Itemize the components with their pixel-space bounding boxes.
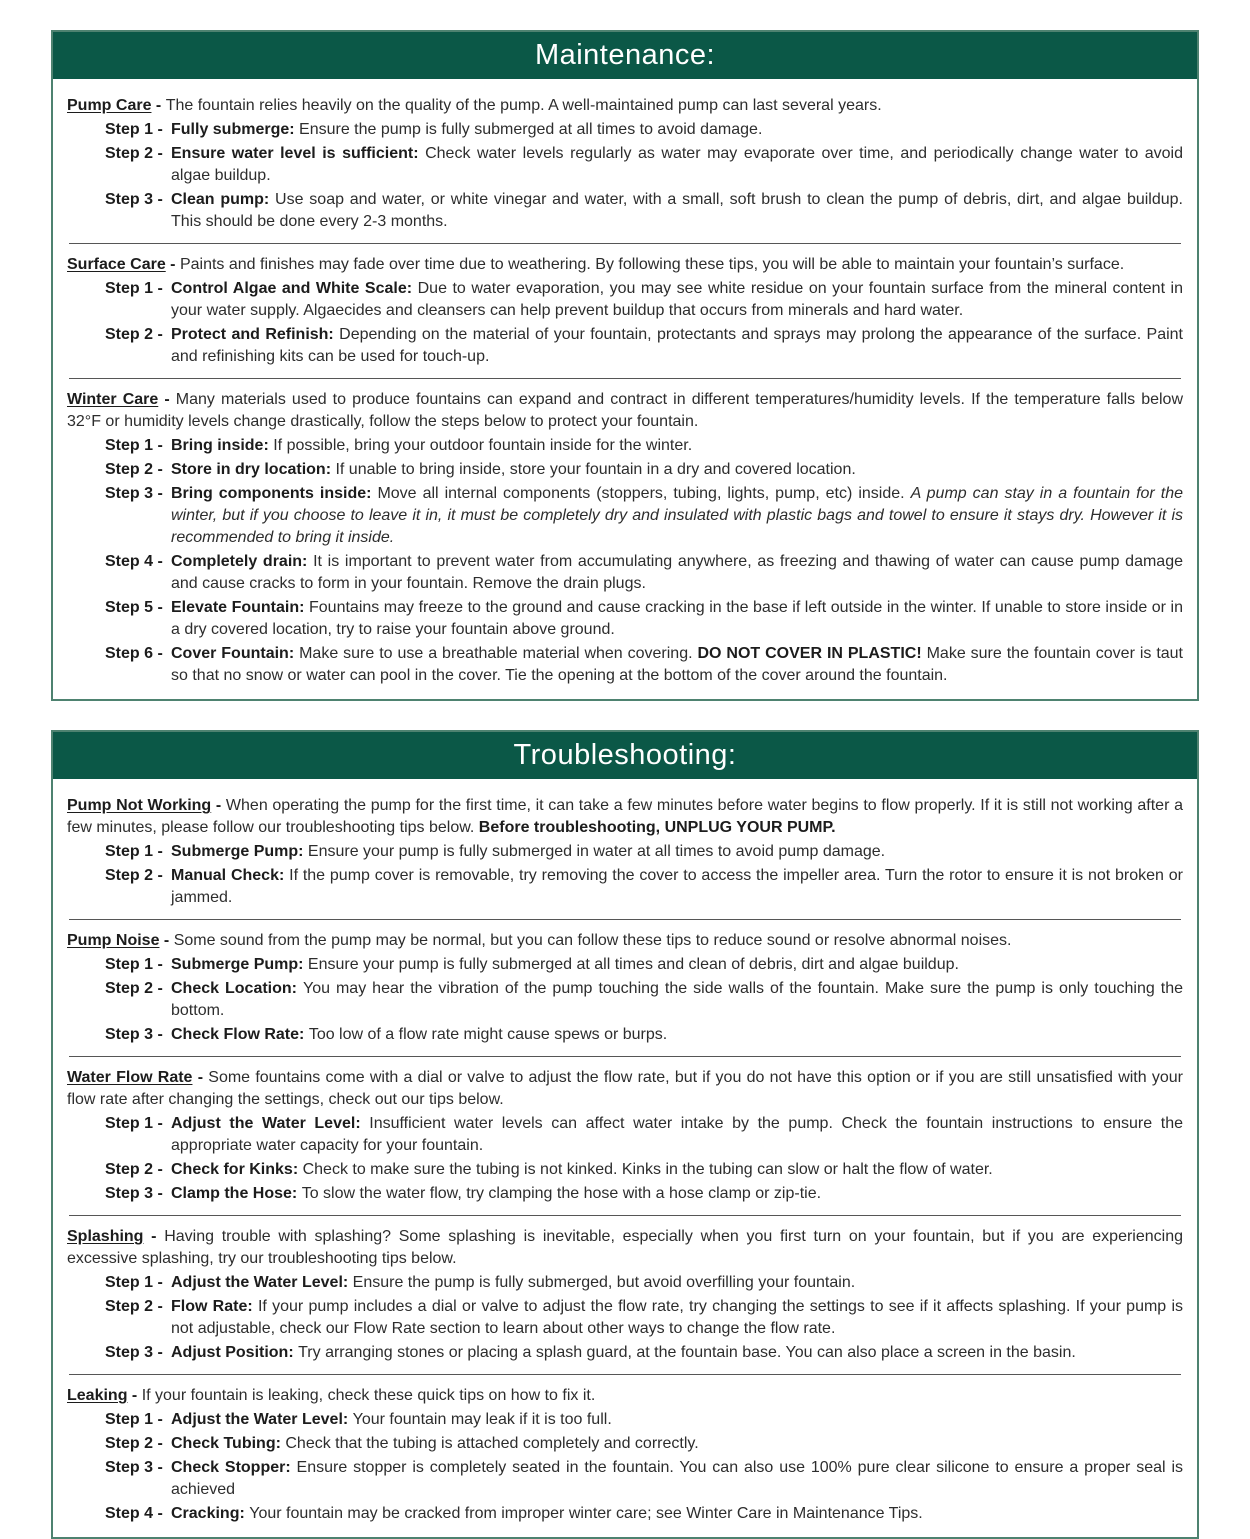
- step-row: [105, 1342, 1183, 1364]
- topic-intro: [67, 254, 1183, 276]
- text-segment: If the pump cover is removable, try removing the cover to access the impeller area. Turn the rotor to ensure it is not broken or jammed.: [171, 867, 1184, 906]
- text-segment: Make sure to use a breathable material when covering.: [299, 645, 698, 662]
- section-body: [53, 79, 1197, 699]
- topic: [67, 389, 1183, 687]
- topic: [67, 1385, 1183, 1525]
- step-label: Step 4 -: [105, 1505, 163, 1522]
- step-title: Check Flow Rate:: [171, 1026, 309, 1043]
- step-label: Step 1 -: [105, 843, 163, 860]
- step-body: [171, 278, 1183, 322]
- topic-divider: [69, 378, 1181, 379]
- text-segment: Try arranging stones or placing a splash guard, at the fountain base. You can also place a screen in the basin.: [298, 1344, 1076, 1361]
- text-segment: It is important to prevent water from accumulating anywhere, as freezing and thawing of water can cause pump damage and cause cracks to form in your fountain. Remove the drain plugs.: [171, 553, 1184, 592]
- text-segment: DO NOT COVER IN PLASTIC!: [697, 645, 922, 662]
- step-text: [308, 843, 885, 860]
- step-text: [285, 1435, 698, 1452]
- step-body: [171, 978, 1183, 1022]
- step-label: Step 6 -: [105, 645, 163, 662]
- step-row: [105, 483, 1183, 549]
- topic-steps: [67, 954, 1183, 1046]
- step-title: Clamp the Hose:: [171, 1185, 302, 1202]
- text-segment: Ensure your pump is fully submerged in water at all times to avoid pump damage.: [307, 843, 886, 860]
- step-label: Step 2 -: [105, 980, 163, 997]
- topic-heading: Winter Care: [67, 391, 159, 408]
- topic-steps: [67, 119, 1183, 233]
- step-title: Fully submerge:: [171, 121, 300, 138]
- step-body: [171, 459, 1183, 481]
- text-segment: Some sound from the pump may be normal, but you can follow these tips to reduce sound or resolve abnormal noises.: [173, 932, 1012, 949]
- step-body: [171, 865, 1183, 909]
- topic-divider: [69, 1056, 1181, 1057]
- step-body: [171, 1409, 1183, 1431]
- step-body: [171, 551, 1183, 595]
- step-body: [171, 954, 1183, 976]
- step-title: Elevate Fountain:: [171, 599, 309, 616]
- step-title: Adjust the Water Level:: [171, 1411, 353, 1428]
- step-row: [105, 459, 1183, 481]
- text-segment: Ensure the pump is fully submerged, but avoid overfilling your fountain.: [352, 1274, 856, 1291]
- text-segment: Ensure the pump is fully submerged at all times to avoid damage.: [299, 121, 763, 138]
- topic-divider: [69, 1374, 1181, 1375]
- step-body: [171, 483, 1183, 549]
- step-label: Step 3 -: [105, 1344, 163, 1361]
- step-body: [171, 189, 1183, 233]
- step-text: [298, 1344, 1076, 1361]
- text-segment: Ensure your pump is fully submerged at all times and clean of debris, dirt and algae buildup.: [307, 956, 959, 973]
- text-segment: Check water levels regularly as water may evaporate over time, and periodically change water to avoid algae buildup.: [171, 145, 1184, 184]
- step-title: Control Algae and White Scale:: [171, 280, 418, 297]
- step-text: [335, 461, 855, 478]
- topic-steps: [67, 435, 1183, 687]
- step-text: [353, 1274, 856, 1291]
- step-body: [171, 143, 1183, 187]
- step-text: [309, 1026, 667, 1043]
- topic-heading: Pump Care: [67, 97, 152, 114]
- step-label: Step 3 -: [105, 1459, 163, 1476]
- step-row: [105, 435, 1183, 457]
- step-title: Submerge Pump:: [171, 843, 308, 860]
- step-row: [105, 143, 1183, 187]
- step-body: [171, 1159, 1183, 1181]
- text-segment: -: [151, 97, 166, 114]
- topic-intro: [67, 930, 1183, 952]
- step-body: [171, 1296, 1183, 1340]
- step-text: [353, 1411, 612, 1428]
- text-segment: -: [192, 1069, 209, 1086]
- step-title: Adjust the Water Level:: [171, 1115, 370, 1132]
- topic-intro-text: [67, 797, 1183, 836]
- topic-heading: Water Flow Rate: [67, 1069, 193, 1086]
- section-title: Maintenance:: [534, 39, 716, 71]
- step-body: [171, 597, 1183, 641]
- topic-intro-text: [151, 97, 881, 114]
- step-title: Clean pump:: [171, 191, 276, 208]
- text-segment: -: [127, 1387, 142, 1404]
- step-title: Check Location:: [171, 980, 303, 997]
- step-text: [171, 553, 1183, 592]
- step-label: Step 5 -: [105, 599, 163, 616]
- step-body: [171, 1024, 1183, 1046]
- topic-steps: [67, 1113, 1183, 1205]
- topic-heading: Splashing: [67, 1228, 144, 1245]
- topic: [67, 1226, 1183, 1364]
- step-text: [273, 437, 692, 454]
- step-label: Step 3 -: [105, 191, 163, 208]
- text-segment: The fountain relies heavily on the quality of the pump. A well-maintained pump can last several years.: [165, 97, 882, 114]
- step-title: Store in dry location:: [171, 461, 336, 478]
- step-row: [105, 119, 1183, 141]
- topic-steps: [67, 278, 1183, 368]
- topic-heading: Pump Noise: [67, 932, 160, 949]
- text-segment: -: [165, 256, 180, 273]
- step-row: [105, 643, 1183, 687]
- topic: [67, 930, 1183, 1046]
- step-row: [105, 324, 1183, 368]
- topic: [67, 1067, 1183, 1205]
- step-body: [171, 643, 1183, 687]
- step-row: [105, 597, 1183, 641]
- step-row: [105, 954, 1183, 976]
- text-segment: Insufficient water levels can affect water intake by the pump. Check the fountain instructions to ensure the appropriate water capacity for your fountain.: [171, 1115, 1183, 1154]
- step-title: Check for Kinks:: [171, 1161, 303, 1178]
- step-body: [171, 1503, 1183, 1525]
- text-segment: If your fountain is leaking, check these quick tips on how to fix it.: [141, 1387, 596, 1404]
- step-label: Step 1 -: [105, 956, 163, 973]
- step-row: [105, 1159, 1183, 1181]
- step-text: [303, 1161, 993, 1178]
- text-segment: -: [211, 797, 226, 814]
- step-label: Step 3 -: [105, 1185, 163, 1202]
- step-body: [171, 1183, 1183, 1205]
- step-body: [171, 119, 1183, 141]
- step-text: [171, 1459, 1183, 1498]
- step-body: [171, 841, 1183, 863]
- step-title: Ensure water level is sufficient:: [171, 145, 426, 162]
- topic-heading: Leaking: [67, 1387, 128, 1404]
- section-panel: [51, 730, 1199, 1539]
- step-text: [171, 645, 1183, 684]
- step-title: Check Stopper:: [171, 1459, 297, 1476]
- step-label: Step 1 -: [105, 437, 163, 454]
- section-panel: [51, 30, 1199, 701]
- text-segment: Many materials used to produce fountains can expand and contract in different temperatures/humidity levels. If the temperature falls below 32°F or humidity levels change drastically, follow the steps below to protect your fountain.: [67, 391, 1184, 430]
- document: [0, 30, 1250, 1539]
- text-segment: Some fountains come with a dial or valve to adjust the flow rate, but if you do not have this option or if you are still unsatisfied with your flow rate after changing the settings, check out our tips below.: [67, 1069, 1184, 1108]
- topic-intro: [67, 1067, 1183, 1111]
- step-text: [171, 867, 1183, 906]
- text-segment: Fountains may freeze to the ground and cause cracking in the base if left outside in the winter. If unable to store inside or in a dry covered location, try to raise your fountain above ground.: [171, 599, 1184, 638]
- text-segment: Too low of a flow rate might cause spews or burps.: [308, 1026, 668, 1043]
- topic: [67, 795, 1183, 909]
- step-text: [308, 956, 959, 973]
- topic-intro-text: [159, 932, 1011, 949]
- text-segment: Depending on the material of your fountain, protectants and sprays may prolong the appearance of the surface. Paint and refinishing kits can be used for touch-up.: [171, 326, 1183, 365]
- step-label: Step 3 -: [105, 485, 163, 502]
- step-body: [171, 435, 1183, 457]
- topic-intro: [67, 795, 1183, 839]
- step-title: Adjust the Water Level:: [171, 1274, 353, 1291]
- section-header: [53, 732, 1197, 779]
- step-label: Step 2 -: [105, 326, 163, 343]
- step-row: [105, 841, 1183, 863]
- step-row: [105, 1433, 1183, 1455]
- text-segment: If possible, bring your outdoor fountain inside for the winter.: [273, 437, 693, 454]
- text-segment: -: [158, 391, 176, 408]
- text-segment: Check to make sure the tubing is not kinked. Kinks in the tubing can slow or halt the flow of water.: [302, 1161, 993, 1178]
- step-body: [171, 324, 1183, 368]
- topic-heading: Surface Care: [67, 256, 166, 273]
- topic-intro-text: [67, 1069, 1183, 1108]
- step-label: Step 1 -: [105, 1115, 163, 1132]
- text-segment: -: [143, 1228, 165, 1245]
- section-body: [53, 779, 1197, 1537]
- topic-divider: [69, 919, 1181, 920]
- step-title: Cover Fountain:: [171, 645, 300, 662]
- topic-intro-text: [166, 256, 1124, 273]
- step-text: [171, 1298, 1183, 1337]
- text-segment: Your fountain may leak if it is too full.: [352, 1411, 612, 1428]
- text-segment: Use soap and water, or white vinegar and water, with a small, soft brush to clean the pump of debris, dirt, and algae buildup. This should be done every 2-3 months.: [171, 191, 1183, 230]
- topic-steps: [67, 841, 1183, 909]
- step-body: [171, 1113, 1183, 1157]
- topic-intro: [67, 1385, 1183, 1407]
- text-segment: Your fountain may be cracked from improper winter care; see Winter Care in Maintenance Tips.: [249, 1505, 923, 1522]
- text-segment: Check that the tubing is attached completely and correctly.: [285, 1435, 699, 1452]
- step-text: [171, 980, 1183, 1019]
- step-row: [105, 1457, 1183, 1501]
- topic-intro-text: [67, 391, 1183, 430]
- step-title: Bring components inside:: [171, 485, 378, 502]
- topic-steps: [67, 1272, 1183, 1364]
- step-row: [105, 551, 1183, 595]
- step-label: Step 1 -: [105, 121, 163, 138]
- text-segment: Before troubleshooting, UNPLUG YOUR PUMP.: [478, 819, 836, 836]
- text-segment: -: [159, 932, 174, 949]
- step-row: [105, 1183, 1183, 1205]
- step-row: [105, 1113, 1183, 1157]
- step-text: [249, 1505, 923, 1522]
- topic-intro: [67, 389, 1183, 433]
- step-body: [171, 1272, 1183, 1294]
- topic-divider: [69, 243, 1181, 244]
- text-segment: Paints and finishes may fade over time due to weathering. By following these tips, you will be able to maintain your fountain’s surface.: [179, 256, 1125, 273]
- step-label: Step 2 -: [105, 1298, 163, 1315]
- step-label: Step 1 -: [105, 1274, 163, 1291]
- step-row: [105, 1296, 1183, 1340]
- section-title: Troubleshooting:: [513, 739, 737, 771]
- step-row: [105, 865, 1183, 909]
- step-label: Step 2 -: [105, 1161, 163, 1178]
- step-text: [302, 1185, 821, 1202]
- text-segment: Due to water evaporation, you may see white residue on your fountain surface from the mineral content in your water supply. Algaecides and cleansers can help prevent buildup that occurs from minerals and hard water.: [171, 280, 1183, 319]
- text-segment: When operating the pump for the first time, it can take a few minutes before water begins to flow properly. If it is still not working after a few minutes, please follow our troubleshooting tips below.: [67, 797, 1183, 836]
- text-segment: A pump can stay in a fountain for the winter, but if you choose to leave it in, it must be completely dry and insulated with plastic bags and towel to ensure it stays dry. However it is recommended to bring it inside.: [171, 485, 1184, 546]
- step-label: Step 4 -: [105, 553, 163, 570]
- step-body: [171, 1433, 1183, 1455]
- step-title: Manual Check:: [171, 867, 290, 884]
- step-title: Submerge Pump:: [171, 956, 308, 973]
- step-title: Adjust Position:: [171, 1344, 299, 1361]
- step-label: Step 2 -: [105, 461, 163, 478]
- section-header: [53, 32, 1197, 79]
- step-row: [105, 1272, 1183, 1294]
- step-row: [105, 189, 1183, 233]
- step-label: Step 3 -: [105, 1026, 163, 1043]
- step-text: [171, 191, 1183, 230]
- text-segment: Ensure stopper is completely seated in the fountain. You can also use 100% pure clear silicone to ensure a proper seal is achieved: [171, 1459, 1184, 1498]
- step-row: [105, 278, 1183, 322]
- text-segment: If your pump includes a dial or valve to adjust the flow rate, try changing the settings to see if it affects splashing. If your pump is not adjustable, check our Flow Rate section to learn about other ways to change the flow rate.: [171, 1298, 1183, 1337]
- step-label: Step 1 -: [105, 280, 163, 297]
- text-segment: To slow the water flow, try clamping the hose with a hose clamp or zip-tie.: [301, 1185, 822, 1202]
- topic-steps: [67, 1409, 1183, 1525]
- step-text: [171, 599, 1183, 638]
- step-label: Step 2 -: [105, 145, 163, 162]
- step-title: Flow Rate:: [171, 1298, 258, 1315]
- step-body: [171, 1342, 1183, 1364]
- step-title: Protect and Refinish:: [171, 326, 340, 343]
- topic-heading: Pump Not Working: [67, 797, 212, 814]
- topic-divider: [69, 1215, 1181, 1216]
- topic-intro-text: [67, 1228, 1183, 1267]
- step-row: [105, 1024, 1183, 1046]
- step-label: Step 2 -: [105, 1435, 163, 1452]
- step-label: Step 2 -: [105, 867, 163, 884]
- text-segment: Make sure the fountain cover is taut so that no snow or water can pool in the cover. Tie the opening at the bottom of the cover around the fountain.: [171, 645, 1184, 684]
- topic-intro-text: [127, 1387, 595, 1404]
- text-segment: If unable to bring inside, store your fountain in a dry and covered location.: [335, 461, 856, 478]
- step-row: [105, 978, 1183, 1022]
- step-title: Cracking:: [171, 1505, 250, 1522]
- text-segment: Move all internal components (stoppers, tubing, lights, pump, etc) inside.: [377, 485, 911, 502]
- step-label: Step 1 -: [105, 1411, 163, 1428]
- step-title: Bring inside:: [171, 437, 274, 454]
- text-segment: You may hear the vibration of the pump touching the side walls of the fountain. Make sure the pump is only touching the bottom.: [171, 980, 1183, 1019]
- step-title: Check Tubing:: [171, 1435, 286, 1452]
- topic-intro: [67, 1226, 1183, 1270]
- step-title: Completely drain:: [171, 553, 314, 570]
- text-segment: Having trouble with splashing? Some splashing is inevitable, especially when you first turn on your fountain, but if you are experiencing excessive splashing, try our troubleshooting tips below.: [67, 1228, 1184, 1267]
- topic: [67, 254, 1183, 368]
- topic: [67, 95, 1183, 233]
- topic-intro: [67, 95, 1183, 117]
- step-text: [299, 121, 762, 138]
- step-row: [105, 1503, 1183, 1525]
- step-body: [171, 1457, 1183, 1501]
- step-row: [105, 1409, 1183, 1431]
